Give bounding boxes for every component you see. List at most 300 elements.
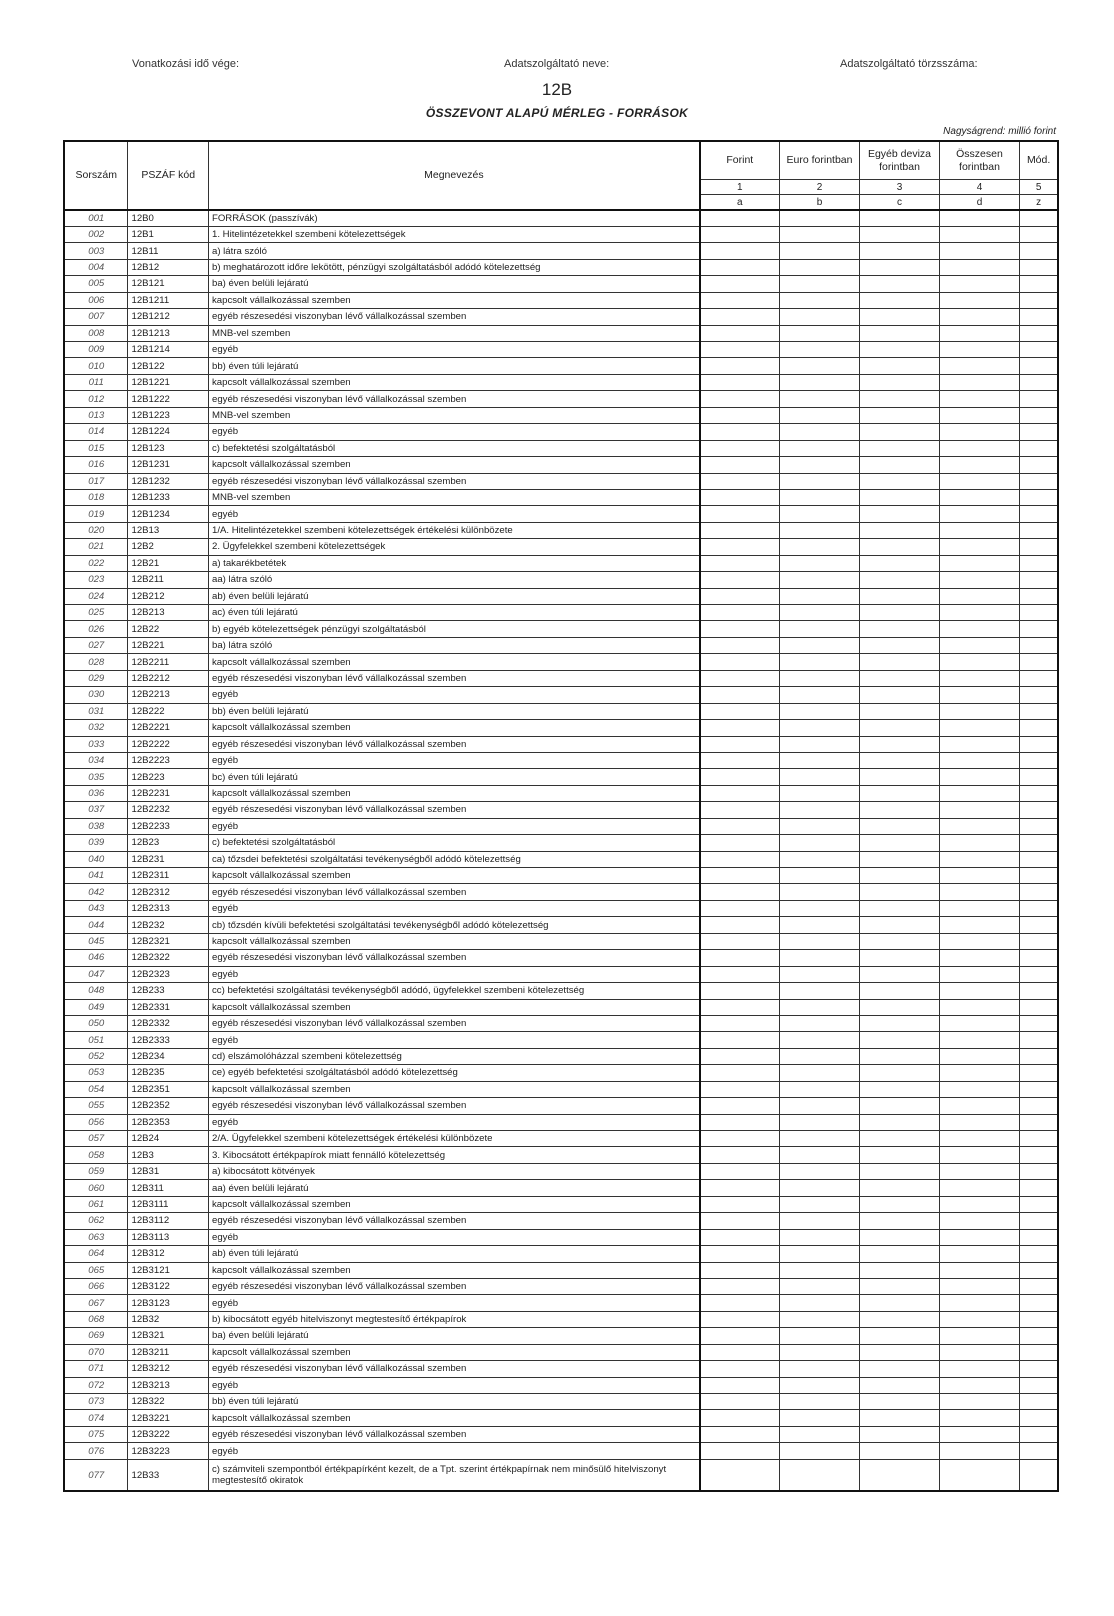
value-cell[interactable] [779,1328,860,1344]
value-cell[interactable] [1020,1459,1058,1491]
value-cell[interactable] [1020,539,1058,555]
value-cell[interactable] [700,736,779,752]
value-cell[interactable] [939,900,1020,916]
value-cell[interactable] [700,1131,779,1147]
value-cell[interactable] [939,210,1020,226]
value-cell[interactable] [860,424,939,440]
value-cell[interactable] [939,1426,1020,1442]
value-cell[interactable] [1020,259,1058,275]
value-cell[interactable] [1020,687,1058,703]
value-cell[interactable] [939,818,1020,834]
value-cell[interactable] [939,950,1020,966]
value-cell[interactable] [939,457,1020,473]
value-cell[interactable] [1020,999,1058,1015]
value-cell[interactable] [939,1032,1020,1048]
value-cell[interactable] [779,292,860,308]
value-cell[interactable] [779,539,860,555]
value-cell[interactable] [779,868,860,884]
value-cell[interactable] [860,292,939,308]
value-cell[interactable] [700,276,779,292]
value-cell[interactable] [860,605,939,621]
value-cell[interactable] [1020,309,1058,325]
value-cell[interactable] [939,703,1020,719]
value-cell[interactable] [779,1196,860,1212]
value-cell[interactable] [939,226,1020,242]
value-cell[interactable] [779,1426,860,1442]
value-cell[interactable] [1020,1196,1058,1212]
value-cell[interactable] [779,1213,860,1229]
value-cell[interactable] [860,1163,939,1179]
value-cell[interactable] [1020,1344,1058,1360]
value-cell[interactable] [779,851,860,867]
value-cell[interactable] [700,720,779,736]
value-cell[interactable] [860,1361,939,1377]
value-cell[interactable] [939,1081,1020,1097]
value-cell[interactable] [779,1065,860,1081]
value-cell[interactable] [700,851,779,867]
value-cell[interactable] [700,637,779,653]
value-cell[interactable] [700,999,779,1015]
value-cell[interactable] [939,1262,1020,1278]
value-cell[interactable] [1020,276,1058,292]
value-cell[interactable] [1020,391,1058,407]
value-cell[interactable] [779,210,860,226]
value-cell[interactable] [1020,325,1058,341]
value-cell[interactable] [860,1032,939,1048]
value-cell[interactable] [860,1180,939,1196]
value-cell[interactable] [860,1278,939,1294]
value-cell[interactable] [1020,1311,1058,1327]
value-cell[interactable] [700,983,779,999]
value-cell[interactable] [860,703,939,719]
value-cell[interactable] [939,1147,1020,1163]
value-cell[interactable] [939,1213,1020,1229]
value-cell[interactable] [860,259,939,275]
value-cell[interactable] [779,703,860,719]
value-cell[interactable] [939,1098,1020,1114]
value-cell[interactable] [700,884,779,900]
value-cell[interactable] [1020,1081,1058,1097]
value-cell[interactable] [939,391,1020,407]
value-cell[interactable] [779,506,860,522]
value-cell[interactable] [1020,868,1058,884]
value-cell[interactable] [939,868,1020,884]
value-cell[interactable] [1020,522,1058,538]
value-cell[interactable] [860,588,939,604]
value-cell[interactable] [779,933,860,949]
value-cell[interactable] [939,539,1020,555]
value-cell[interactable] [860,1459,939,1491]
value-cell[interactable] [860,1048,939,1064]
value-cell[interactable] [860,1377,939,1393]
value-cell[interactable] [1020,933,1058,949]
value-cell[interactable] [1020,736,1058,752]
value-cell[interactable] [939,917,1020,933]
value-cell[interactable] [1020,1426,1058,1442]
value-cell[interactable] [700,1278,779,1294]
value-cell[interactable] [939,983,1020,999]
value-cell[interactable] [860,1213,939,1229]
value-cell[interactable] [939,1065,1020,1081]
value-cell[interactable] [779,884,860,900]
value-cell[interactable] [939,802,1020,818]
value-cell[interactable] [700,769,779,785]
value-cell[interactable] [700,933,779,949]
value-cell[interactable] [779,555,860,571]
value-cell[interactable] [779,424,860,440]
value-cell[interactable] [1020,358,1058,374]
value-cell[interactable] [700,1032,779,1048]
value-cell[interactable] [779,752,860,768]
value-cell[interactable] [860,1081,939,1097]
value-cell[interactable] [860,1196,939,1212]
value-cell[interactable] [779,572,860,588]
value-cell[interactable] [779,736,860,752]
value-cell[interactable] [779,1180,860,1196]
value-cell[interactable] [700,703,779,719]
value-cell[interactable] [939,687,1020,703]
value-cell[interactable] [1020,605,1058,621]
value-cell[interactable] [860,1229,939,1245]
value-cell[interactable] [860,226,939,242]
value-cell[interactable] [860,1295,939,1311]
value-cell[interactable] [700,226,779,242]
value-cell[interactable] [939,358,1020,374]
value-cell[interactable] [700,1344,779,1360]
value-cell[interactable] [939,769,1020,785]
value-cell[interactable] [939,851,1020,867]
value-cell[interactable] [939,1278,1020,1294]
value-cell[interactable] [1020,818,1058,834]
value-cell[interactable] [1020,637,1058,653]
value-cell[interactable] [700,1081,779,1097]
value-cell[interactable] [939,1180,1020,1196]
value-cell[interactable] [860,1426,939,1442]
value-cell[interactable] [779,1048,860,1064]
value-cell[interactable] [700,950,779,966]
value-cell[interactable] [779,1394,860,1410]
value-cell[interactable] [860,637,939,653]
value-cell[interactable] [700,539,779,555]
value-cell[interactable] [700,309,779,325]
value-cell[interactable] [939,654,1020,670]
value-cell[interactable] [700,1163,779,1179]
value-cell[interactable] [700,1459,779,1491]
value-cell[interactable] [700,374,779,390]
value-cell[interactable] [779,950,860,966]
value-cell[interactable] [1020,917,1058,933]
value-cell[interactable] [779,588,860,604]
value-cell[interactable] [700,818,779,834]
value-cell[interactable] [779,654,860,670]
value-cell[interactable] [860,1443,939,1459]
value-cell[interactable] [779,1229,860,1245]
value-cell[interactable] [700,555,779,571]
value-cell[interactable] [939,1131,1020,1147]
value-cell[interactable] [1020,1361,1058,1377]
value-cell[interactable] [860,1410,939,1426]
value-cell[interactable] [779,1344,860,1360]
value-cell[interactable] [779,670,860,686]
value-cell[interactable] [939,342,1020,358]
value-cell[interactable] [860,1262,939,1278]
value-cell[interactable] [700,1311,779,1327]
value-cell[interactable] [939,785,1020,801]
value-cell[interactable] [1020,1295,1058,1311]
value-cell[interactable] [939,999,1020,1015]
value-cell[interactable] [700,457,779,473]
value-cell[interactable] [1020,1015,1058,1031]
value-cell[interactable] [939,473,1020,489]
value-cell[interactable] [779,358,860,374]
value-cell[interactable] [700,1114,779,1130]
value-cell[interactable] [939,572,1020,588]
value-cell[interactable] [939,1229,1020,1245]
value-cell[interactable] [860,769,939,785]
value-cell[interactable] [860,950,939,966]
value-cell[interactable] [860,1114,939,1130]
value-cell[interactable] [700,1328,779,1344]
value-cell[interactable] [860,473,939,489]
value-cell[interactable] [779,1459,860,1491]
value-cell[interactable] [939,1377,1020,1393]
value-cell[interactable] [1020,983,1058,999]
value-cell[interactable] [860,917,939,933]
value-cell[interactable] [939,1344,1020,1360]
value-cell[interactable] [939,1443,1020,1459]
value-cell[interactable] [860,851,939,867]
value-cell[interactable] [860,966,939,982]
value-cell[interactable] [1020,835,1058,851]
value-cell[interactable] [1020,1394,1058,1410]
value-cell[interactable] [779,522,860,538]
value-cell[interactable] [939,884,1020,900]
value-cell[interactable] [1020,1147,1058,1163]
value-cell[interactable] [939,440,1020,456]
value-cell[interactable] [939,1163,1020,1179]
value-cell[interactable] [700,210,779,226]
value-cell[interactable] [860,243,939,259]
value-cell[interactable] [860,374,939,390]
value-cell[interactable] [779,473,860,489]
value-cell[interactable] [939,1015,1020,1031]
value-cell[interactable] [700,1098,779,1114]
value-cell[interactable] [939,292,1020,308]
value-cell[interactable] [700,325,779,341]
value-cell[interactable] [939,752,1020,768]
value-cell[interactable] [939,1459,1020,1491]
value-cell[interactable] [700,292,779,308]
value-cell[interactable] [700,522,779,538]
value-cell[interactable] [1020,703,1058,719]
value-cell[interactable] [939,309,1020,325]
value-cell[interactable] [779,226,860,242]
value-cell[interactable] [939,1114,1020,1130]
value-cell[interactable] [939,621,1020,637]
value-cell[interactable] [939,259,1020,275]
value-cell[interactable] [700,259,779,275]
value-cell[interactable] [779,1015,860,1031]
value-cell[interactable] [860,1098,939,1114]
value-cell[interactable] [1020,769,1058,785]
value-cell[interactable] [860,391,939,407]
value-cell[interactable] [700,868,779,884]
value-cell[interactable] [700,424,779,440]
value-cell[interactable] [939,1328,1020,1344]
value-cell[interactable] [860,210,939,226]
value-cell[interactable] [860,539,939,555]
value-cell[interactable] [700,1065,779,1081]
value-cell[interactable] [860,621,939,637]
value-cell[interactable] [779,457,860,473]
value-cell[interactable] [700,1295,779,1311]
value-cell[interactable] [1020,342,1058,358]
value-cell[interactable] [779,605,860,621]
value-cell[interactable] [1020,1443,1058,1459]
value-cell[interactable] [1020,572,1058,588]
value-cell[interactable] [939,670,1020,686]
value-cell[interactable] [860,489,939,505]
value-cell[interactable] [700,1229,779,1245]
value-cell[interactable] [860,1065,939,1081]
value-cell[interactable] [1020,884,1058,900]
value-cell[interactable] [700,1147,779,1163]
value-cell[interactable] [779,1311,860,1327]
value-cell[interactable] [939,522,1020,538]
value-cell[interactable] [1020,1065,1058,1081]
value-cell[interactable] [1020,851,1058,867]
value-cell[interactable] [939,506,1020,522]
value-cell[interactable] [939,424,1020,440]
value-cell[interactable] [860,1328,939,1344]
value-cell[interactable] [779,1032,860,1048]
value-cell[interactable] [779,818,860,834]
value-cell[interactable] [700,1048,779,1064]
value-cell[interactable] [1020,1278,1058,1294]
value-cell[interactable] [939,407,1020,423]
value-cell[interactable] [860,1015,939,1031]
value-cell[interactable] [1020,1246,1058,1262]
value-cell[interactable] [939,736,1020,752]
value-cell[interactable] [779,720,860,736]
value-cell[interactable] [700,1410,779,1426]
value-cell[interactable] [700,572,779,588]
value-cell[interactable] [1020,1163,1058,1179]
value-cell[interactable] [1020,1328,1058,1344]
value-cell[interactable] [860,457,939,473]
value-cell[interactable] [1020,1048,1058,1064]
value-cell[interactable] [779,917,860,933]
value-cell[interactable] [779,374,860,390]
value-cell[interactable] [779,440,860,456]
value-cell[interactable] [779,1295,860,1311]
value-cell[interactable] [1020,654,1058,670]
value-cell[interactable] [700,605,779,621]
value-cell[interactable] [939,374,1020,390]
value-cell[interactable] [1020,473,1058,489]
value-cell[interactable] [860,1147,939,1163]
value-cell[interactable] [700,802,779,818]
value-cell[interactable] [860,555,939,571]
value-cell[interactable] [779,1443,860,1459]
value-cell[interactable] [700,1262,779,1278]
value-cell[interactable] [700,1196,779,1212]
value-cell[interactable] [779,309,860,325]
value-cell[interactable] [700,1377,779,1393]
value-cell[interactable] [779,391,860,407]
value-cell[interactable] [1020,1377,1058,1393]
value-cell[interactable] [1020,292,1058,308]
value-cell[interactable] [1020,1131,1058,1147]
value-cell[interactable] [860,752,939,768]
value-cell[interactable] [779,637,860,653]
value-cell[interactable] [779,1361,860,1377]
value-cell[interactable] [939,637,1020,653]
value-cell[interactable] [939,1295,1020,1311]
value-cell[interactable] [700,1394,779,1410]
value-cell[interactable] [1020,900,1058,916]
value-cell[interactable] [700,900,779,916]
value-cell[interactable] [860,325,939,341]
value-cell[interactable] [860,440,939,456]
value-cell[interactable] [779,999,860,1015]
value-cell[interactable] [700,391,779,407]
value-cell[interactable] [1020,440,1058,456]
value-cell[interactable] [700,1246,779,1262]
value-cell[interactable] [779,1131,860,1147]
value-cell[interactable] [779,621,860,637]
value-cell[interactable] [1020,1410,1058,1426]
value-cell[interactable] [860,900,939,916]
value-cell[interactable] [1020,243,1058,259]
value-cell[interactable] [939,1311,1020,1327]
value-cell[interactable] [860,999,939,1015]
value-cell[interactable] [939,1196,1020,1212]
value-cell[interactable] [700,752,779,768]
value-cell[interactable] [700,621,779,637]
value-cell[interactable] [860,506,939,522]
value-cell[interactable] [1020,374,1058,390]
value-cell[interactable] [860,358,939,374]
value-cell[interactable] [779,325,860,341]
value-cell[interactable] [1020,210,1058,226]
value-cell[interactable] [779,900,860,916]
value-cell[interactable] [700,670,779,686]
value-cell[interactable] [1020,621,1058,637]
value-cell[interactable] [700,785,779,801]
value-cell[interactable] [1020,720,1058,736]
value-cell[interactable] [860,736,939,752]
value-cell[interactable] [700,687,779,703]
value-cell[interactable] [939,1394,1020,1410]
value-cell[interactable] [860,407,939,423]
value-cell[interactable] [1020,1262,1058,1278]
value-cell[interactable] [779,983,860,999]
value-cell[interactable] [779,1147,860,1163]
value-cell[interactable] [939,835,1020,851]
value-cell[interactable] [860,687,939,703]
value-cell[interactable] [939,325,1020,341]
value-cell[interactable] [860,818,939,834]
value-cell[interactable] [700,1180,779,1196]
value-cell[interactable] [939,489,1020,505]
value-cell[interactable] [1020,670,1058,686]
value-cell[interactable] [700,835,779,851]
value-cell[interactable] [860,522,939,538]
value-cell[interactable] [1020,966,1058,982]
value-cell[interactable] [1020,1032,1058,1048]
value-cell[interactable] [939,1410,1020,1426]
